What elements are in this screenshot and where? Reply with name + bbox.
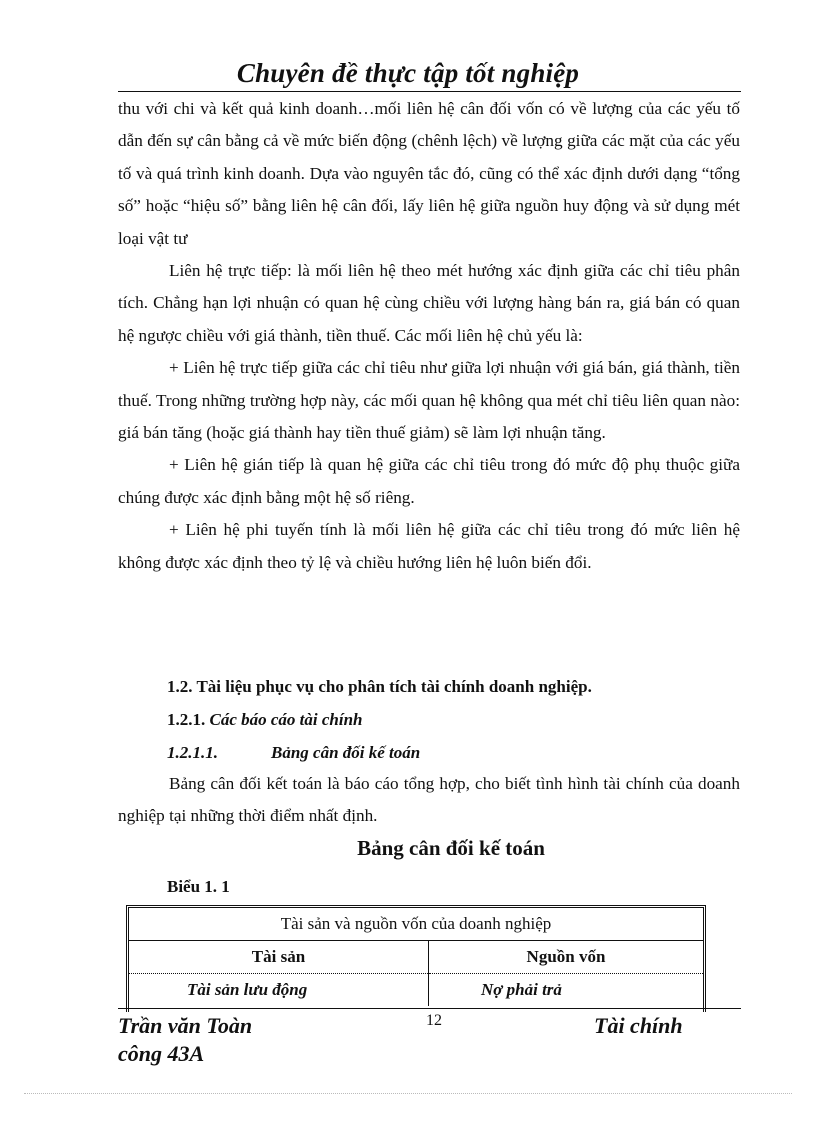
footer-divider [118,1008,741,1009]
header-divider [118,91,741,92]
body-paragraph: thu với chi và kết quả kinh doanh…mối liên hệ cân đối vốn có về lượng của các yếu tố dẫn đến sự cân bằng cả về mức biến động (chênh lệch) về lượng giữa các mặt của các yếu tố và quá trình kinh doanh. Dựa vào nguyên tắc đó, cũng có thể xác định dưới dạng “tổng số” hoặc “hiệu số” bằng liên hệ cân đối, lấy liên hệ giữa nguồn huy động và sử dụng mét loại vật tư [118,99,740,248]
section-heading-1-2-1 [167,710,363,730]
figure-label: Biểu 1. 1 [167,877,230,896]
page-bottom-edge [24,1093,792,1094]
balance-sheet-paragraph [118,768,740,833]
column-header-assets: Tài sản [129,941,429,974]
section-number: 1.2.1. [167,710,206,729]
balance-sheet-table [126,905,706,1012]
section-heading-1-2-1-1 [167,743,420,763]
footer-author-class: công 43A [118,1041,205,1066]
footer-author [118,1012,252,1068]
section-title: Bảng cân đối kế toán [271,743,421,762]
page-number: 12 [426,1012,442,1029]
section-title: Các báo cáo tài chính [209,710,363,729]
body-text [118,93,740,579]
footer-author-name: Trần văn Toàn [118,1013,253,1038]
section-number: 1.2.1.1. [167,743,218,762]
footer-department: Tài chính [594,1013,683,1038]
table-cell-current-assets: Tài sản lưu động [129,974,429,1007]
column-header-capital: Nguồn vốn [429,941,704,974]
table-caption: Tài sản và nguồn vốn của doanh nghiệp [129,908,703,941]
body-paragraph: + Liên hệ gián tiếp là quan hệ giữa các chỉ tiêu trong đó mức độ phụ thuộc giữa chúng được xác định bằng một hệ số riêng. [118,455,740,507]
table-cell-liabilities: Nợ phải trả [481,980,562,999]
table-title: Bảng cân đối kế toán [357,836,545,860]
body-paragraph: + Liên hệ trực tiếp giữa các chỉ tiêu như giữa lợi nhuận với giá bán, giá thành, tiền thuế. Trong những trường hợp này, các mối quan hệ không qua mét chỉ tiêu liên quan nào: giá bán tăng (hoặc giá thành hay tiền thuế giảm) sẽ làm lợi nhuận tăng. [118,358,740,443]
body-paragraph: Liên hệ trực tiếp: là mối liên hệ theo mét hướng xác định giữa các chỉ tiêu phân tích. Chẳng hạn lợi nhuận có quan hệ cùng chiều với lượng hàng bán ra, giá bán có quan hệ ngược chiều với giá thành, tiền thuế. Các mối liên hệ chủ yếu là: [118,261,740,345]
body-paragraph: Bảng cân đối kết toán là báo cáo tổng hợp, cho biết tình hình tài chính của doanh nghiệp tại những thời điểm nhất định. [118,774,740,826]
body-paragraph: + Liên hệ phi tuyến tính là mối liên hệ giữa các chỉ tiêu trong đó mức liên hệ không được xác định theo tỷ lệ và chiều hướng liên hệ luôn biến đổi. [118,520,740,572]
section-heading-1-2: 1.2. Tài liệu phục vụ cho phân tích tài chính doanh nghiệp. [167,677,592,696]
page-header-title: Chuyên đề thực tập tốt nghiệp [236,58,580,88]
